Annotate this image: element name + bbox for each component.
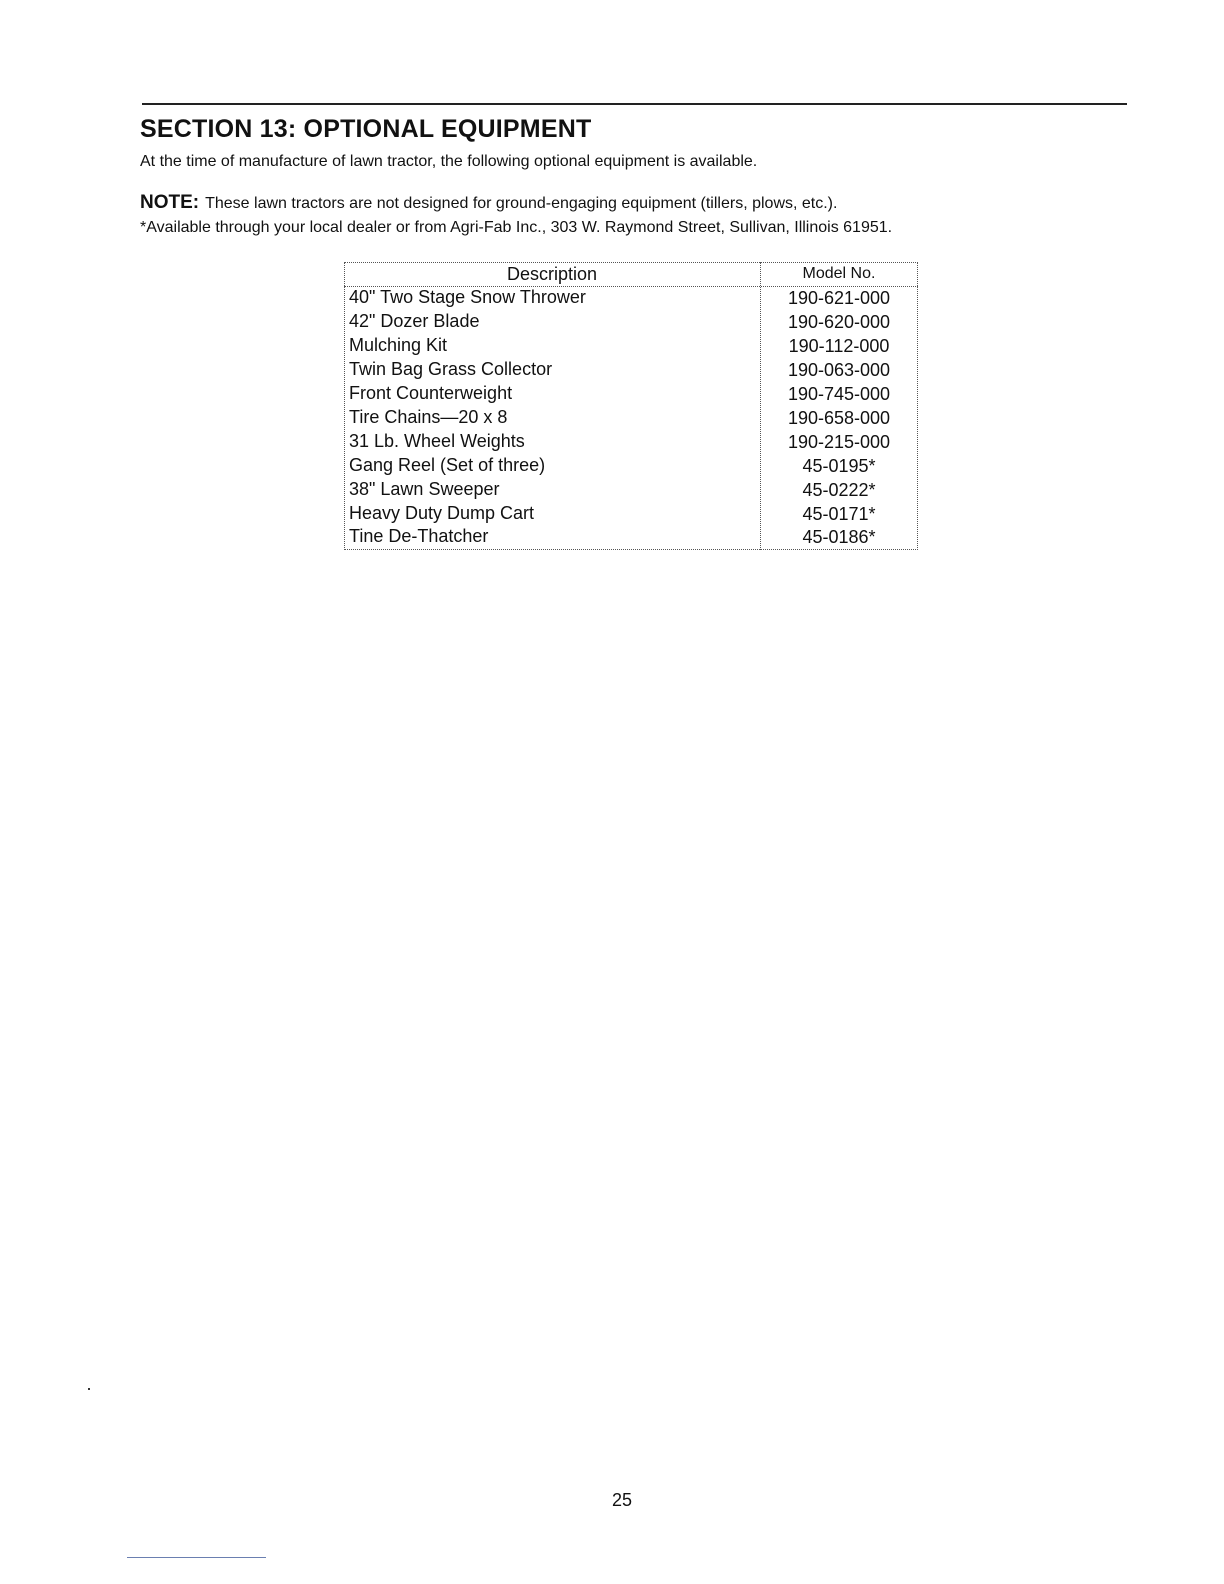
- row-model-number: 190-658-000: [787, 408, 891, 428]
- row-description: Tine De-Thatcher: [349, 526, 489, 546]
- row-description: Heavy Duty Dump Cart: [349, 503, 535, 523]
- note-label: NOTE:: [140, 192, 200, 213]
- row-description: 42" Dozer Blade: [349, 311, 480, 331]
- row-description: Gang Reel (Set of three): [349, 455, 546, 475]
- section-title: SECTION 13: OPTIONAL EQUIPMENT: [140, 115, 592, 143]
- row-description: Tire Chains—20 x 8: [349, 407, 508, 427]
- availability-note: *Available through your local dealer or from Agri-Fab Inc., 303 W. Raymond Street, Sullivan, Illinois 61951.: [140, 219, 893, 236]
- footer-rule: [127, 1557, 266, 1558]
- row-description: Mulching Kit: [349, 335, 448, 355]
- note-paragraph: [140, 192, 837, 214]
- row-model-number: 190-621-000: [787, 288, 891, 308]
- column-header-model: Model No.: [802, 265, 876, 282]
- row-model-number: 190-112-000: [788, 336, 890, 356]
- table-row: [344, 287, 918, 311]
- row-description: 38" Lawn Sweeper: [349, 479, 500, 499]
- table-top-border: [344, 262, 918, 263]
- row-description: Twin Bag Grass Collector: [349, 359, 553, 379]
- row-model-number: 190-215-000: [787, 432, 891, 452]
- section-top-rule: [142, 103, 1127, 105]
- row-model-number: 45-0222*: [802, 480, 876, 500]
- row-description: Front Counterweight: [349, 383, 513, 403]
- table-row: [344, 407, 918, 431]
- row-model-number: 190-745-000: [787, 384, 891, 404]
- table-row: [344, 383, 918, 407]
- table-row: [344, 431, 918, 455]
- intro-paragraph: At the time of manufacture of lawn tractor, the following optional equipment is available.: [140, 153, 758, 170]
- optional-equipment-table: [344, 262, 918, 550]
- column-header-description: Description: [506, 264, 598, 284]
- table-row: [344, 479, 918, 503]
- table-row: [344, 311, 918, 335]
- table-row: [344, 526, 918, 550]
- table-row: [344, 455, 918, 479]
- table-row: [344, 503, 918, 527]
- note-text: These lawn tractors are not designed for ground-engaging equipment (tillers, plows, etc.).: [205, 195, 838, 212]
- row-model-number: 190-620-000: [787, 312, 891, 332]
- table-row: [344, 335, 918, 359]
- row-description: 40" Two Stage Snow Thrower: [349, 287, 586, 307]
- table-row: [344, 359, 918, 383]
- row-model-number: 45-0186*: [802, 527, 876, 547]
- row-model-number: 45-0195*: [802, 456, 876, 476]
- row-model-number: 190-063-000: [787, 360, 891, 380]
- page-number: 25: [612, 1490, 633, 1510]
- scan-speck: [88, 1388, 90, 1390]
- row-description: 31 Lb. Wheel Weights: [349, 431, 525, 451]
- row-model-number: 45-0171*: [802, 504, 876, 524]
